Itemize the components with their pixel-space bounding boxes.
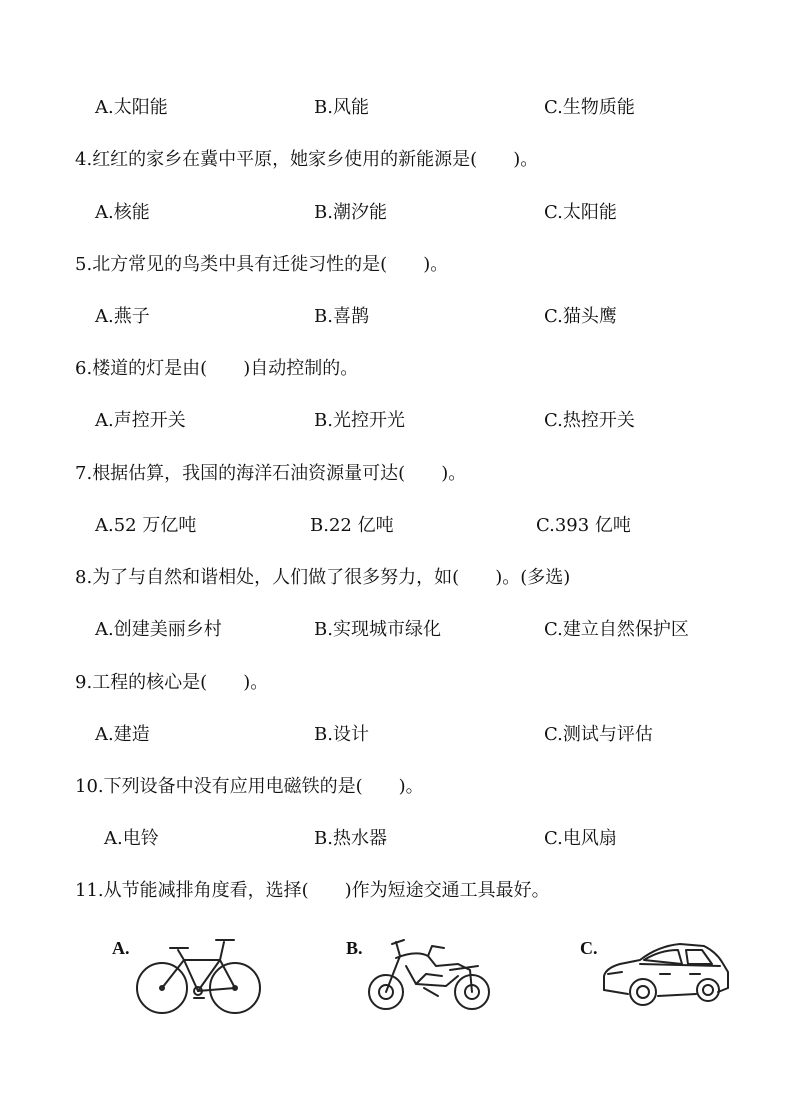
question-text: 下列设备中没有应用电磁铁的是( )。	[103, 776, 424, 797]
option-a: A.太阳能	[95, 97, 168, 118]
question-number: 11.	[75, 880, 104, 901]
option-b: B.光控开光	[314, 410, 405, 431]
question-4	[75, 148, 538, 172]
question-9	[75, 671, 268, 695]
option-c: C.测试与评估	[544, 724, 653, 745]
option-a: A.声控开关	[95, 410, 186, 431]
option-b: B.喜鹊	[314, 306, 369, 327]
option-b: B.设计	[314, 724, 369, 745]
option-c: C.猫头鹰	[544, 306, 617, 327]
question-number: 6.	[75, 358, 93, 379]
question-8	[75, 566, 570, 590]
option-b: B.风能	[314, 97, 369, 118]
question-number: 9.	[75, 672, 93, 693]
option-a: A.建造	[95, 724, 150, 745]
option-c: C.393 亿吨	[536, 515, 631, 536]
option-c: C.生物质能	[544, 97, 635, 118]
option-c: C.电风扇	[544, 828, 617, 849]
question-5	[75, 253, 448, 277]
picture-label-b: B.	[346, 938, 363, 958]
option-c: C.建立自然保护区	[544, 619, 689, 640]
option-a: A.创建美丽乡村	[95, 619, 222, 640]
question-number: 5.	[75, 254, 93, 275]
option-c: C.太阳能	[544, 202, 617, 223]
question-text: 从节能减排角度看，选择( )作为短途交通工具最好。	[103, 880, 550, 901]
option-b: B.实现城市绿化	[314, 619, 441, 640]
option-b: B.22 亿吨	[310, 515, 394, 536]
question-text: 根据估算，我国的海洋石油资源量可达( )。	[92, 463, 467, 484]
picture-label-c: C.	[580, 938, 598, 958]
question-text: 北方常见的鸟类中具有迁徙习性的是( )。	[92, 254, 449, 275]
bicycle-icon	[132, 934, 268, 1018]
motorcycle-icon	[366, 936, 498, 1016]
option-b: B.潮汐能	[314, 202, 387, 223]
question-number: 4.	[75, 149, 93, 170]
question-text: 为了与自然和谐相处，人们做了很多努力，如( )。(多选)	[92, 567, 571, 588]
option-a: A.52 万亿吨	[95, 515, 197, 536]
question-7	[75, 462, 466, 486]
question-number: 7.	[75, 463, 93, 484]
question-text: 工程的核心是( )。	[92, 672, 269, 693]
option-a: A.核能	[95, 202, 150, 223]
question-text: 红红的家乡在冀中平原，她家乡使用的新能源是( )。	[92, 149, 539, 170]
question-number: 10.	[75, 776, 104, 797]
question-text: 楼道的灯是由( )自动控制的。	[92, 358, 359, 379]
option-b: B.热水器	[314, 828, 387, 849]
question-11	[75, 879, 550, 903]
question-number: 8.	[75, 567, 93, 588]
picture-label-a: A.	[112, 938, 130, 958]
option-a: A.电铃	[104, 828, 159, 849]
question-10	[75, 775, 424, 799]
option-a: A.燕子	[95, 306, 150, 327]
option-c: C.热控开关	[544, 410, 635, 431]
question-6	[75, 357, 358, 381]
car-icon	[600, 940, 732, 1010]
